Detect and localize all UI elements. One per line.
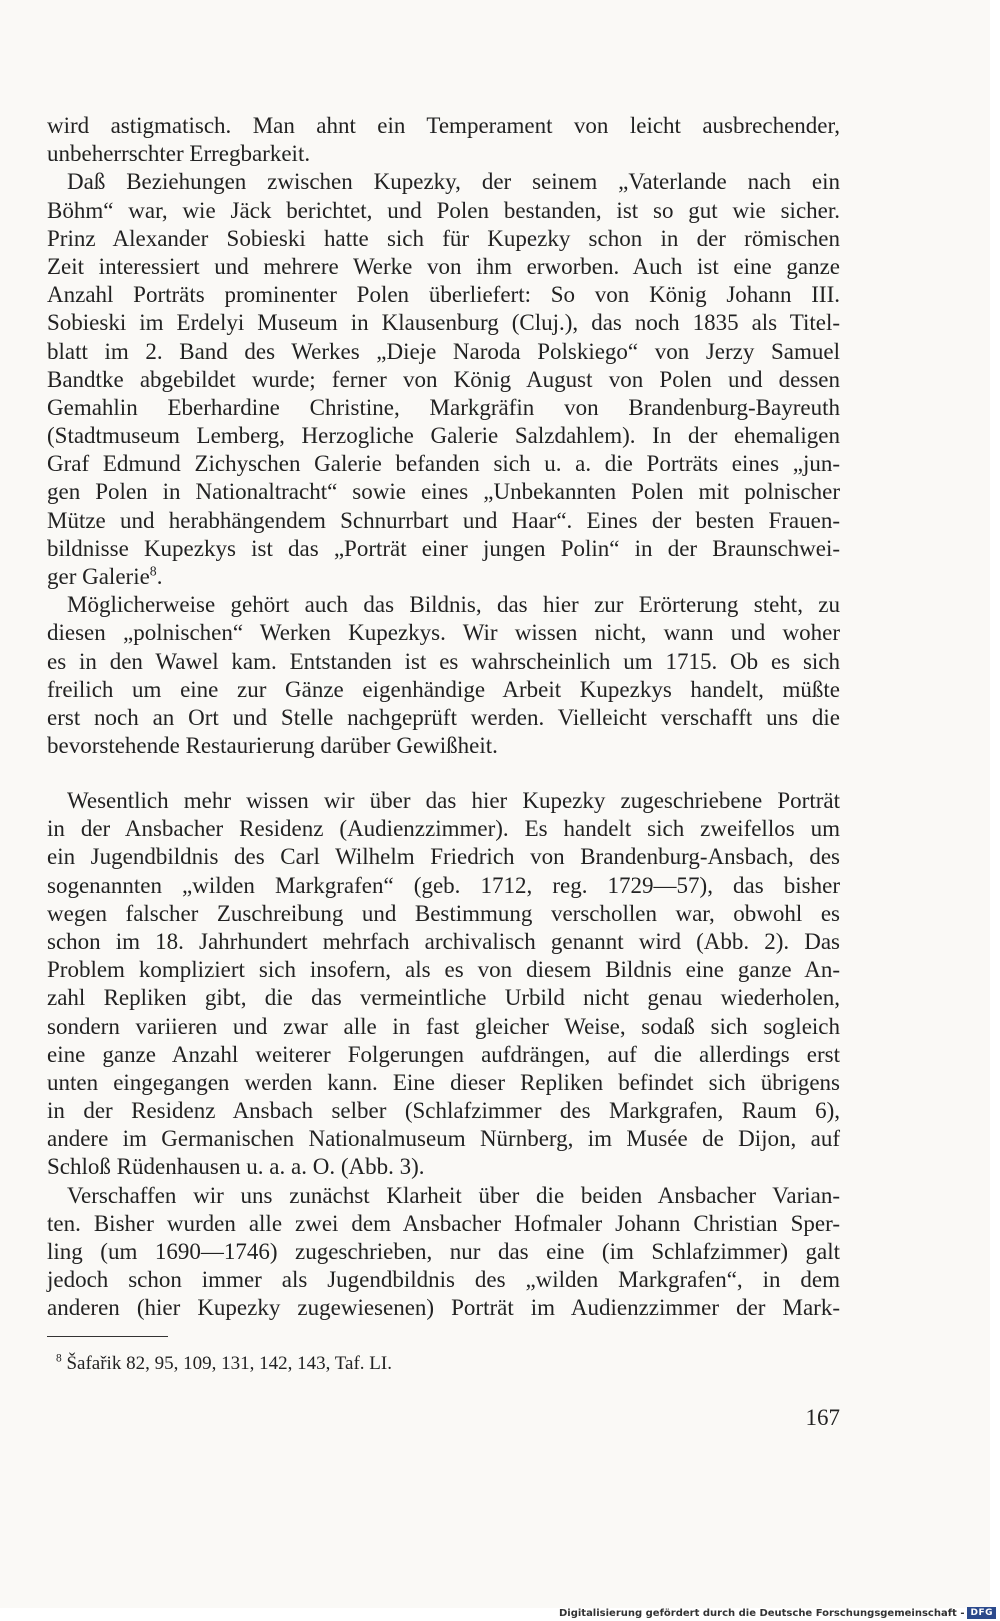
text-line: Möglicherweise gehört auch das Bildnis, das hier zur Erörterung steht, zu (67, 592, 840, 618)
text-line: Gemahlin Eberhardine Christine, Markgräfin von Brandenburg-Bayreuth (47, 394, 840, 420)
text-line: Prinz Alexander Sobieski hatte sich für Kupezky schon in der römischen (47, 225, 840, 251)
text-line: wegen falscher Zuschreibung und Bestimmung verschollen war, obwohl es (47, 900, 840, 926)
text-line: ling (um 1690—1746) zugeschrieben, nur das eine (im Schlafzimmer) galt (47, 1239, 840, 1264)
text-line: eine ganze Anzahl weiterer Folgerungen aufdrängen, auf die allerdings erst (47, 1041, 840, 1067)
text-line: Schloß Rüdenhausen u. a. a. O. (Abb. 3). (47, 1154, 425, 1180)
text-line: Sobieski im Erdelyi Museum in Klausenburg (Cluj.), das noch 1835 als Titel- (47, 310, 840, 336)
text-line: Problem kompliziert sich insofern, als es von diesem Bildnis eine ganze An- (47, 957, 840, 983)
period: . (156, 564, 163, 589)
text-line: unbeherrschter Erregbarkeit. (47, 141, 311, 167)
credit-text: Digitalisierung gefördert durch die Deutsche Forschungsgemeinschaft - (558, 1607, 965, 1619)
text-line: sondern variieren und zwar alle in fast gleicher Weise, sodaß sich sogleich (47, 1013, 840, 1039)
text-line: Bandtke abgebildet wurde; ferner von König August von Polen und dessen (47, 366, 840, 392)
footnote (56, 1353, 392, 1375)
text-line: ein Jugendbildnis des Carl Wilhelm Friedrich von Brandenburg-Ansbach, des (47, 844, 840, 870)
text-line: es in den Wawel kam. Entstanden ist es wahrscheinlich um 1715. Ob es sich (47, 648, 840, 674)
text-line: in der Ansbacher Residenz (Audienzzimmer). Es handelt sich zweifellos um (47, 816, 840, 842)
footnote-marker: 8 (56, 1352, 62, 1365)
text-line: Wesentlich mehr wissen wir über das hier Kupezky zugeschriebene Porträt (67, 788, 840, 813)
footnote-text: Šafařik 82, 95, 109, 131, 142, 143, Taf. LI. (66, 1353, 392, 1374)
text-line (47, 563, 840, 591)
text-line: Böhm“ war, wie Jäck berichtet, und Polen bestanden, ist so gut wie sicher. (47, 197, 840, 223)
text-line: gen Polen in Nationaltracht“ sowie eines „Unbekannten Polen mit polnischer (47, 479, 840, 505)
footnote-separator (47, 1336, 168, 1337)
digitization-credit (559, 1607, 996, 1619)
text-line: unten eingegangen werden kann. Eine dieser Repliken befindet sich übrigens (47, 1069, 840, 1095)
page-number: 167 (805, 1405, 840, 1430)
text-line: Graf Edmund Zichyschen Galerie befanden sich u. a. die Porträts eines „jun- (47, 451, 840, 477)
text-line: anderen (hier Kupezky zugewiesenen) Porträt im Audienzzimmer der Mark- (47, 1295, 840, 1321)
text-line: freilich um eine zur Gänze eigenhändige Arbeit Kupezkys handelt, müßte (47, 676, 840, 702)
text-line: Anzahl Porträts prominenter Polen überliefert: So von König Johann III. (47, 282, 840, 308)
text-line: bevorstehende Restaurierung darüber Gewißheit. (47, 733, 498, 759)
text-line: Zeit interessiert und mehrere Werke von ihm erworben. Auch ist eine ganze (47, 253, 840, 279)
text-line: sogenannten „wilden Markgrafen“ (geb. 1712, reg. 1729—57), das bisher (47, 872, 840, 898)
text-line: andere im Germanischen Nationalmuseum Nürnberg, im Musée de Dijon, auf (47, 1126, 840, 1152)
footnote-reference: 8 (149, 563, 157, 579)
text-line: (Stadtmuseum Lemberg, Herzogliche Galerie Salzdahlem). In der ehemaligen (47, 423, 840, 449)
dfg-logo-icon: DFG (967, 1607, 996, 1619)
text-line: bildnisse Kupezkys ist das „Porträt einer jungen Polin“ in der Braunschwei- (47, 535, 840, 561)
paragraph-block-2 (47, 787, 840, 1323)
text-fragment: ger Galerie (47, 564, 150, 589)
text-line: schon im 18. Jahrhundert mehrfach archivalisch genannt wird (Abb. 2). Das (47, 928, 840, 954)
text-line: diesen „polnischen“ Werken Kupezkys. Wir wissen nicht, wann und woher (47, 620, 840, 646)
text-line: wird astigmatisch. Man ahnt ein Temperament von leicht ausbrechender, (47, 113, 840, 138)
text-line: erst noch an Ort und Stelle nachgeprüft werden. Vielleicht verschafft uns die (47, 704, 840, 730)
text-line: ten. Bisher wurden alle zwei dem Ansbacher Hofmaler Johann Christian Sper- (47, 1210, 840, 1236)
text-line: in der Residenz Ansbach selber (Schlafzimmer des Markgrafen, Raum 6), (47, 1098, 840, 1124)
text-line: zahl Repliken gibt, die das vermeintliche Urbild nicht genau wiederholen, (47, 985, 840, 1011)
text-line: Daß Beziehungen zwischen Kupezky, der seinem „Vaterlande nach ein (67, 169, 840, 195)
text-line: Mütze und herabhängendem Schnurrbart und Haar“. Eines der besten Frauen- (47, 507, 840, 533)
paragraph-block-1 (47, 112, 840, 760)
text-line: jedoch schon immer als Jugendbildnis des „wilden Markgrafen“, in dem (47, 1267, 840, 1293)
text-line: blatt im 2. Band des Werkes „Dieje Naroda Polskiego“ von Jerzy Samuel (47, 338, 840, 364)
text-line: Verschaffen wir uns zunächst Klarheit über die beiden Ansbacher Varian- (67, 1182, 840, 1208)
